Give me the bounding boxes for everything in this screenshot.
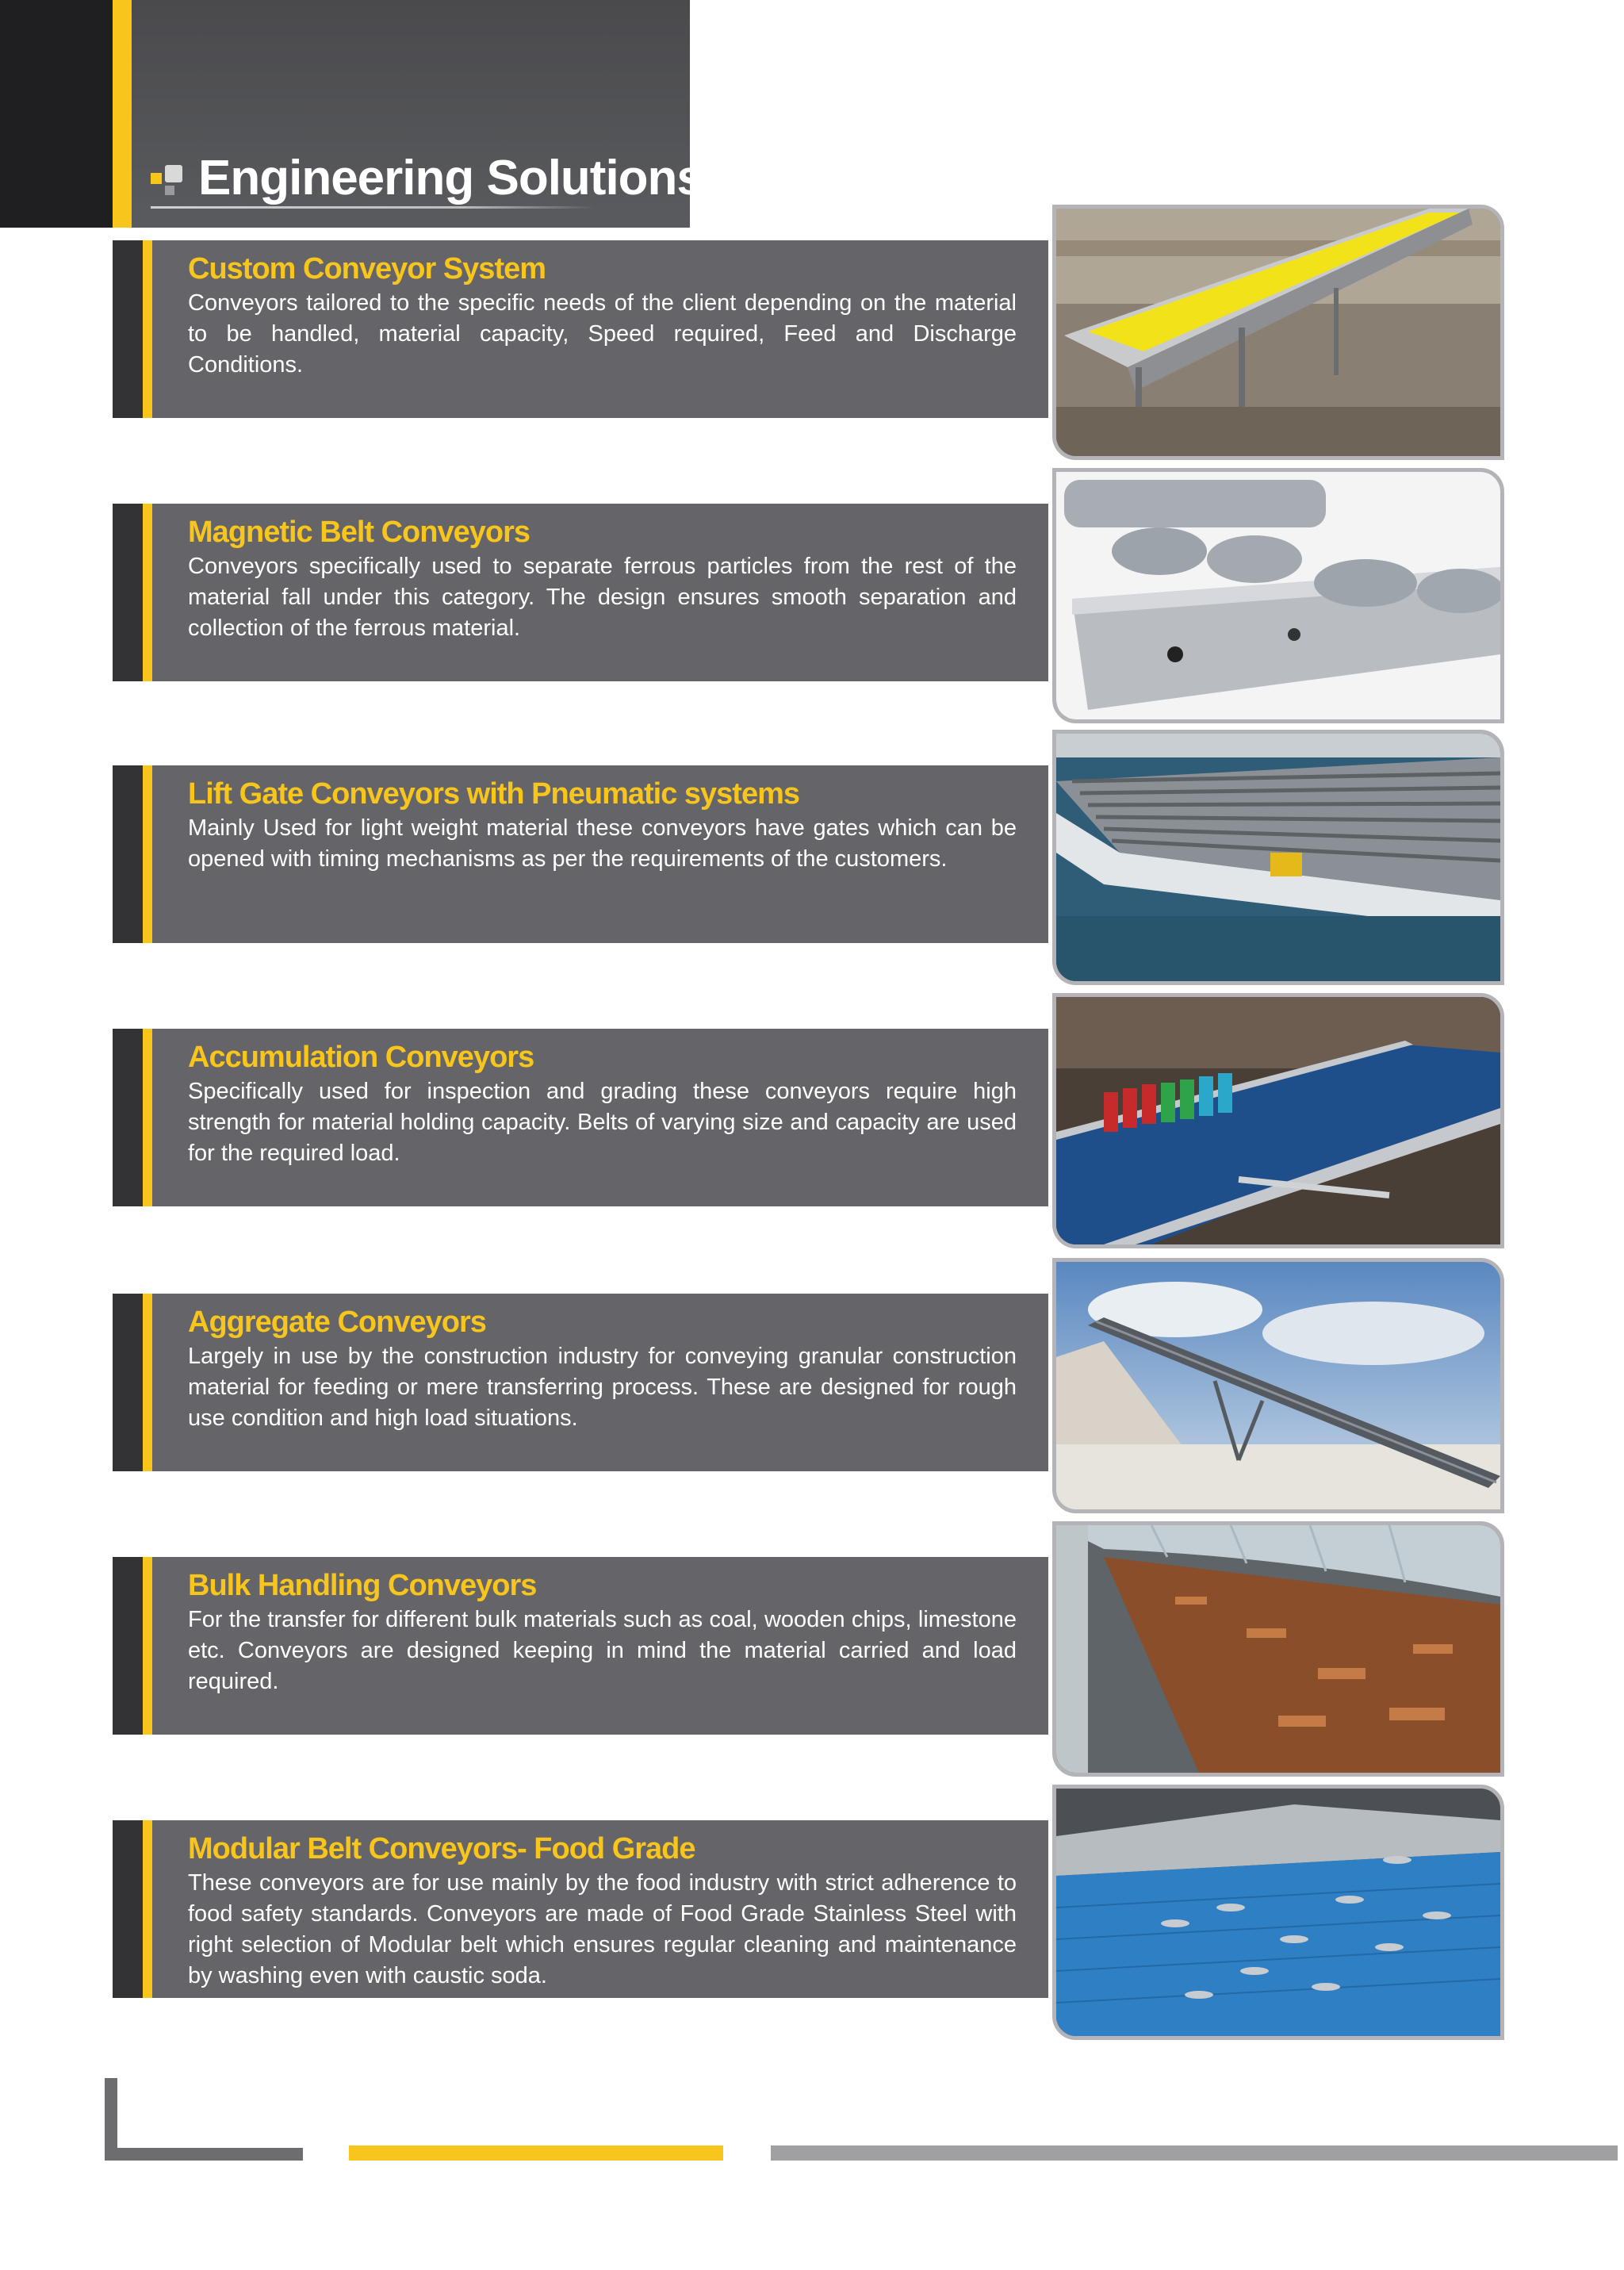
solution-item — [113, 1521, 1508, 1778]
solution-description: Specifically used for inspection and grading these conveyors require high strength for material holding capacity. Belts of varying size and capacity are used for the required load. — [188, 1079, 1017, 1166]
solution-band — [113, 765, 1048, 943]
magnetic-conveyor-photo — [1056, 472, 1500, 719]
header-yellow-stripe — [113, 0, 132, 228]
page-title: Engineering Solutions — [198, 151, 703, 205]
solution-item — [113, 993, 1508, 1250]
solution-description: Largely in use by the construction industry for conveying granular construction material for feeding or mere transferring process. These are designed for rough use condition and high load situations. — [188, 1344, 1017, 1431]
custom-conveyor-photo — [1056, 209, 1500, 456]
solution-description: For the transfer for different bulk materials such as coal, wooden chips, limestone etc. Conveyors are designed keeping in mind the material carried and load required. — [188, 1607, 1017, 1694]
solution-photo — [1052, 205, 1504, 460]
solution-photo — [1052, 1785, 1504, 2040]
footer-yellow-bar — [349, 2145, 723, 2161]
solution-title: Lift Gate Conveyors with Pneumatic systems — [188, 777, 800, 811]
solution-item — [113, 468, 1508, 725]
solution-description: Mainly Used for light weight material these conveyors have gates which can be opened with timing mechanisms as per the requirements of the customers. — [188, 815, 1017, 872]
header-dark-block — [0, 0, 113, 228]
solution-description: Conveyors specifically used to separate ferrous particles from the rest of the material fall under this category. The design ensures smooth separation and collection of the ferrous material. — [188, 554, 1017, 641]
solution-title: Accumulation Conveyors — [188, 1041, 534, 1074]
solution-title: Magnetic Belt Conveyors — [188, 516, 530, 549]
footer-gray-bar — [771, 2145, 1618, 2161]
solution-title: Aggregate Conveyors — [188, 1306, 486, 1339]
solution-band — [113, 1557, 1048, 1735]
solution-item — [113, 205, 1508, 462]
lift-gate-conveyor-photo — [1056, 734, 1500, 981]
solution-band — [113, 1294, 1048, 1471]
solution-description: Conveyors tailored to the specific needs of the client depending on the material to be handled, material capacity, Speed required, Feed and Discharge Conditions. — [188, 290, 1017, 378]
food-grade-conveyor-photo — [1056, 1789, 1500, 2036]
solution-band — [113, 1820, 1048, 1998]
solution-band — [113, 504, 1048, 681]
solution-photo — [1052, 1258, 1504, 1513]
footer-corner-mark-base — [105, 2148, 303, 2161]
solution-photo — [1052, 1521, 1504, 1777]
solution-item — [113, 1258, 1508, 1515]
solution-description: These conveyors are for use mainly by the food industry with strict adherence to food safety standards. Conveyors are made of Food Grade Stainless Steel with right selection of Modular belt which ensures regular cleaning and maintenance by washing even with caustic soda. — [188, 1870, 1017, 1988]
solution-band — [113, 240, 1048, 418]
solution-title: Modular Belt Conveyors- Food Grade — [188, 1832, 695, 1865]
solution-title: Custom Conveyor System — [188, 252, 546, 286]
solution-band — [113, 1029, 1048, 1206]
solution-title: Bulk Handling Conveyors — [188, 1569, 537, 1602]
solution-item — [113, 1785, 1508, 2042]
accumulation-conveyor-photo — [1056, 997, 1500, 1244]
solution-photo — [1052, 730, 1504, 985]
header-bullet-icon — [151, 165, 187, 197]
solution-item — [113, 730, 1508, 987]
bulk-handling-conveyor-photo — [1056, 1525, 1500, 1773]
aggregate-conveyor-photo — [1056, 1262, 1500, 1509]
solution-photo — [1052, 993, 1504, 1248]
solution-photo — [1052, 468, 1504, 723]
